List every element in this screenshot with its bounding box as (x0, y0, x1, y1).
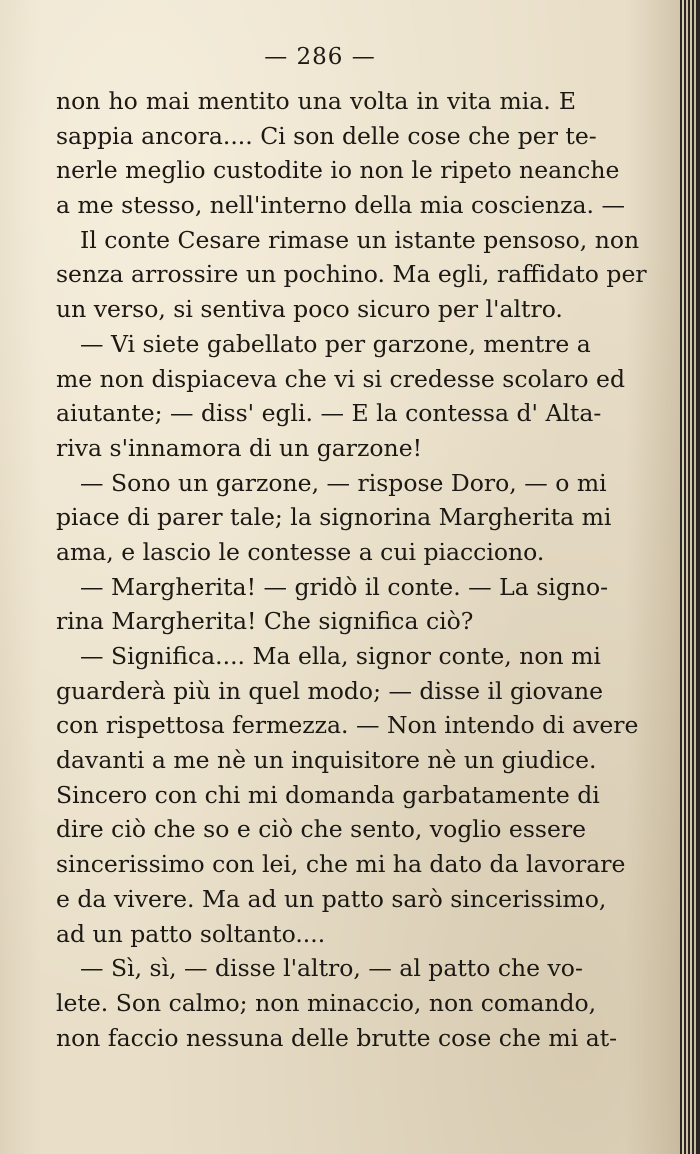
text-line: — Vi siete gabellato per garzone, mentre a (80, 329, 591, 358)
text-line: con rispettosa fermezza. — Non intendo di avere (56, 711, 639, 740)
text-line: aiutante; — diss' egli. — E la contessa d' Alta- (56, 399, 602, 428)
page-text (56, 84, 647, 1055)
text-line: piace di parer tale; la signorina Margherita mi (56, 503, 612, 532)
text-line: Sincero con chi mi domanda garbatamente di (56, 780, 600, 809)
text-line: non faccio nessuna delle brutte cose che mi at- (56, 1023, 618, 1052)
page-number: — 286 — (264, 44, 376, 70)
page-edge (686, 0, 688, 1154)
text-line: ad un patto soltanto.... (56, 919, 326, 948)
text-line: — Sono un garzone, — rispose Doro, — o mi (80, 468, 607, 497)
text-line: davanti a me nè un inquisitore nè un giudice. (56, 746, 597, 775)
text-line: rina Margherita! Che significa ciò? (56, 607, 474, 636)
page-edge (682, 0, 684, 1154)
text-line: a me stesso, nell'interno della mia coscienza. — (56, 191, 625, 220)
text-line: guarderà più in quel modo; — disse il giovane (56, 676, 604, 705)
text-line: un verso, si sentiva poco sicuro per l'altro. (56, 295, 563, 324)
page-edge (694, 0, 696, 1154)
text-line: ama, e lascio le contesse a cui piacciono. (56, 537, 545, 566)
text-line: me non dispiaceva che vi si credesse scolaro ed (56, 364, 625, 393)
text-line: nerle meglio custodite io non le ripeto neanche (56, 156, 620, 185)
text-line: — Significa.... Ma ella, signor conte, non mi (80, 642, 601, 670)
text-line: — Margherita! — gridò il conte. — La signo- (80, 572, 609, 601)
text-line: non ho mai mentito una volta in vita mia. E (56, 87, 576, 115)
page-edge (690, 0, 692, 1154)
text-line: e da vivere. Ma ad un patto sarò sincerissimo, (56, 884, 607, 913)
text-line: dire ciò che so e ciò che sento, voglio essere (56, 815, 586, 844)
text-line: — Sì, sì, — disse l'altro, — al patto che vo- (80, 954, 583, 983)
text-line: sincerissimo con lei, che mi ha dato da lavorare (56, 850, 626, 879)
text-line: senza arrossire un pochino. Ma egli, raffidato per (56, 260, 647, 289)
text-line: riva s'innamora di un garzone! (56, 433, 423, 462)
text-line: lete. Son calmo; non minaccio, non comando, (56, 988, 597, 1017)
text-line: sappia ancora.... Ci son delle cose che per te- (56, 121, 597, 150)
text-line: Il conte Cesare rimase un istante pensoso, non (80, 225, 640, 254)
